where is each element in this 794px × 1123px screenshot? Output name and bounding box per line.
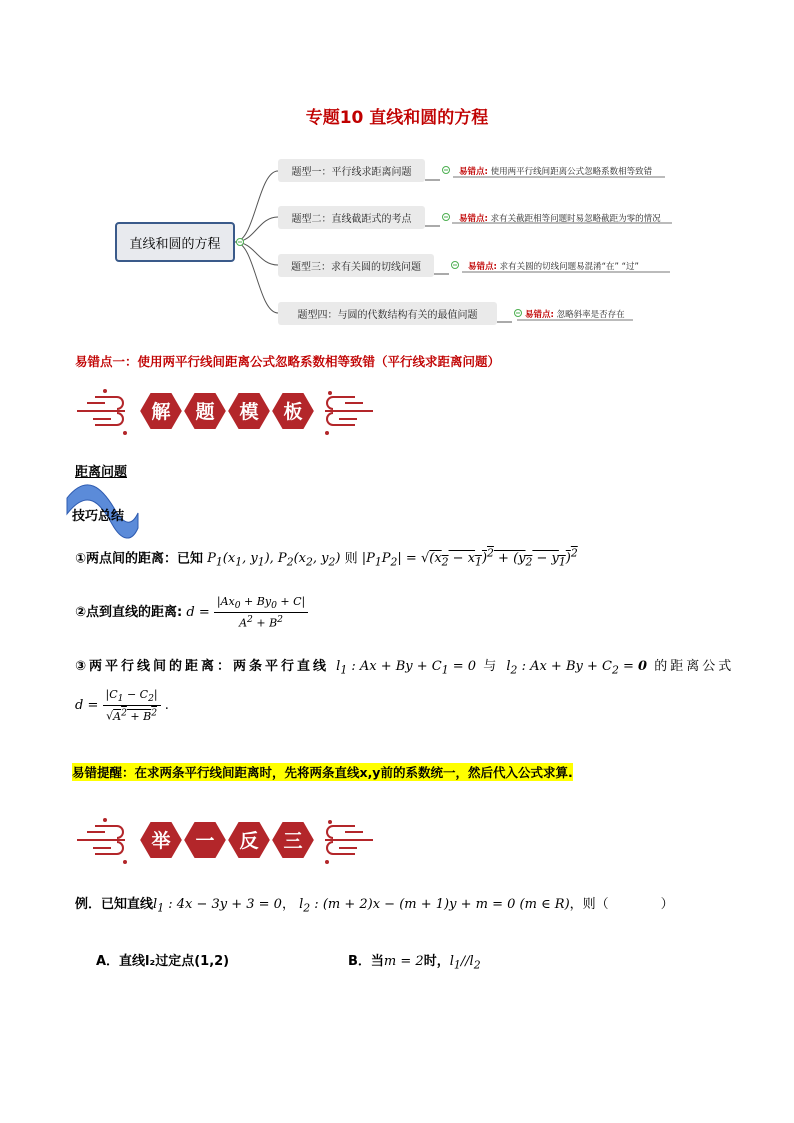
error-label: 易错点:	[525, 310, 554, 320]
option-b: B．当m = 2时，$l_1//l_2$	[348, 954, 481, 972]
error-point-heading: 易错点一：使用两平行线间距离公式忽略系数相等致错（平行线求距离问题）	[75, 354, 501, 369]
mindmap-error-1: 易错点: 使用两平行线间距离公式忽略系数相等致错	[459, 167, 653, 177]
banner-char: 模	[239, 401, 259, 423]
mindmap-topic-4: 题型四：与圆的代数结构有关的最值问题	[278, 302, 497, 325]
mindmap-error-4: 易错点: 忽略斜率是否存在	[525, 310, 625, 320]
example-question: 例．已知直线$l_1$ : 4x − 3y + 3 = 0， $l_2$ : (m + 2)x − (m + 1)y + m = 0 (m ∈ R)，则（ ）	[75, 897, 674, 915]
mindmap-error-2: 易错点: 求有关截距相等问题时易忽略截距为零的情况	[459, 214, 661, 224]
page-title: 专题10 直线和圆的方程	[305, 108, 489, 128]
banner-char: 解	[151, 401, 171, 423]
error-label: 易错点:	[459, 167, 488, 177]
error-reminder: 易错提醒：在求两条平行线间距离时，先将两条直线x,y前的系数统一，然后代入公式求算.	[72, 765, 573, 780]
mindmap-root: 直线和圆的方程	[115, 222, 235, 262]
mindmap-topic-3: 题型三：求有关圆的切线问题	[278, 254, 434, 277]
mindmap-topic-2: 题型二：直线截距式的考点	[278, 206, 425, 229]
formula-point-line-distance: ②点到直线的距离: d = $\frac{|Ax_0 + By_0 + C|}{A^2 + B^2}$	[75, 595, 308, 630]
option-a: A．直线l₂过定点(1,2)	[96, 954, 230, 969]
banner-char: 举	[151, 830, 171, 852]
banner-char: 板	[283, 401, 303, 423]
mindmap-topic-1: 题型一：平行线求距离问题	[278, 159, 425, 182]
banner-char: 反	[239, 830, 259, 852]
banner-char: 一	[195, 830, 215, 852]
section-title: 距离问题	[75, 465, 128, 480]
skill-summary-title: 技巧总结	[72, 509, 125, 524]
formula-parallel-line-distance-expr: d = $\frac{|C_1 - C_2|}{√A^2 + B^2}$ .	[75, 688, 169, 723]
error-label: 易错点:	[468, 262, 497, 272]
formula-two-point-distance: ①两点间的距离：已知 $P_1(x_1$, $y_1$), $P_2(x_2$, $y_2$) 则 $|P_1P_2| = √(x_2 - x_1)^2 + (y_2 - y_1)^2$	[75, 547, 578, 569]
banner-char: 题	[195, 401, 215, 423]
banner-solution-template	[75, 383, 375, 438]
banner-char: 三	[283, 830, 303, 852]
mindmap-error-3: 易错点: 求有关圆的切线问题易混淆“在” “过”	[468, 262, 639, 272]
formula-parallel-line-distance: ③两平行线间的距离：两条平行直线 $l_1$ : $Ax + By + C_1 = 0$ 与 $l_2$ : $Ax + By + C_2 = 0$ 的距离公式	[75, 659, 735, 677]
error-label: 易错点:	[459, 214, 488, 224]
banner-example	[75, 812, 375, 867]
